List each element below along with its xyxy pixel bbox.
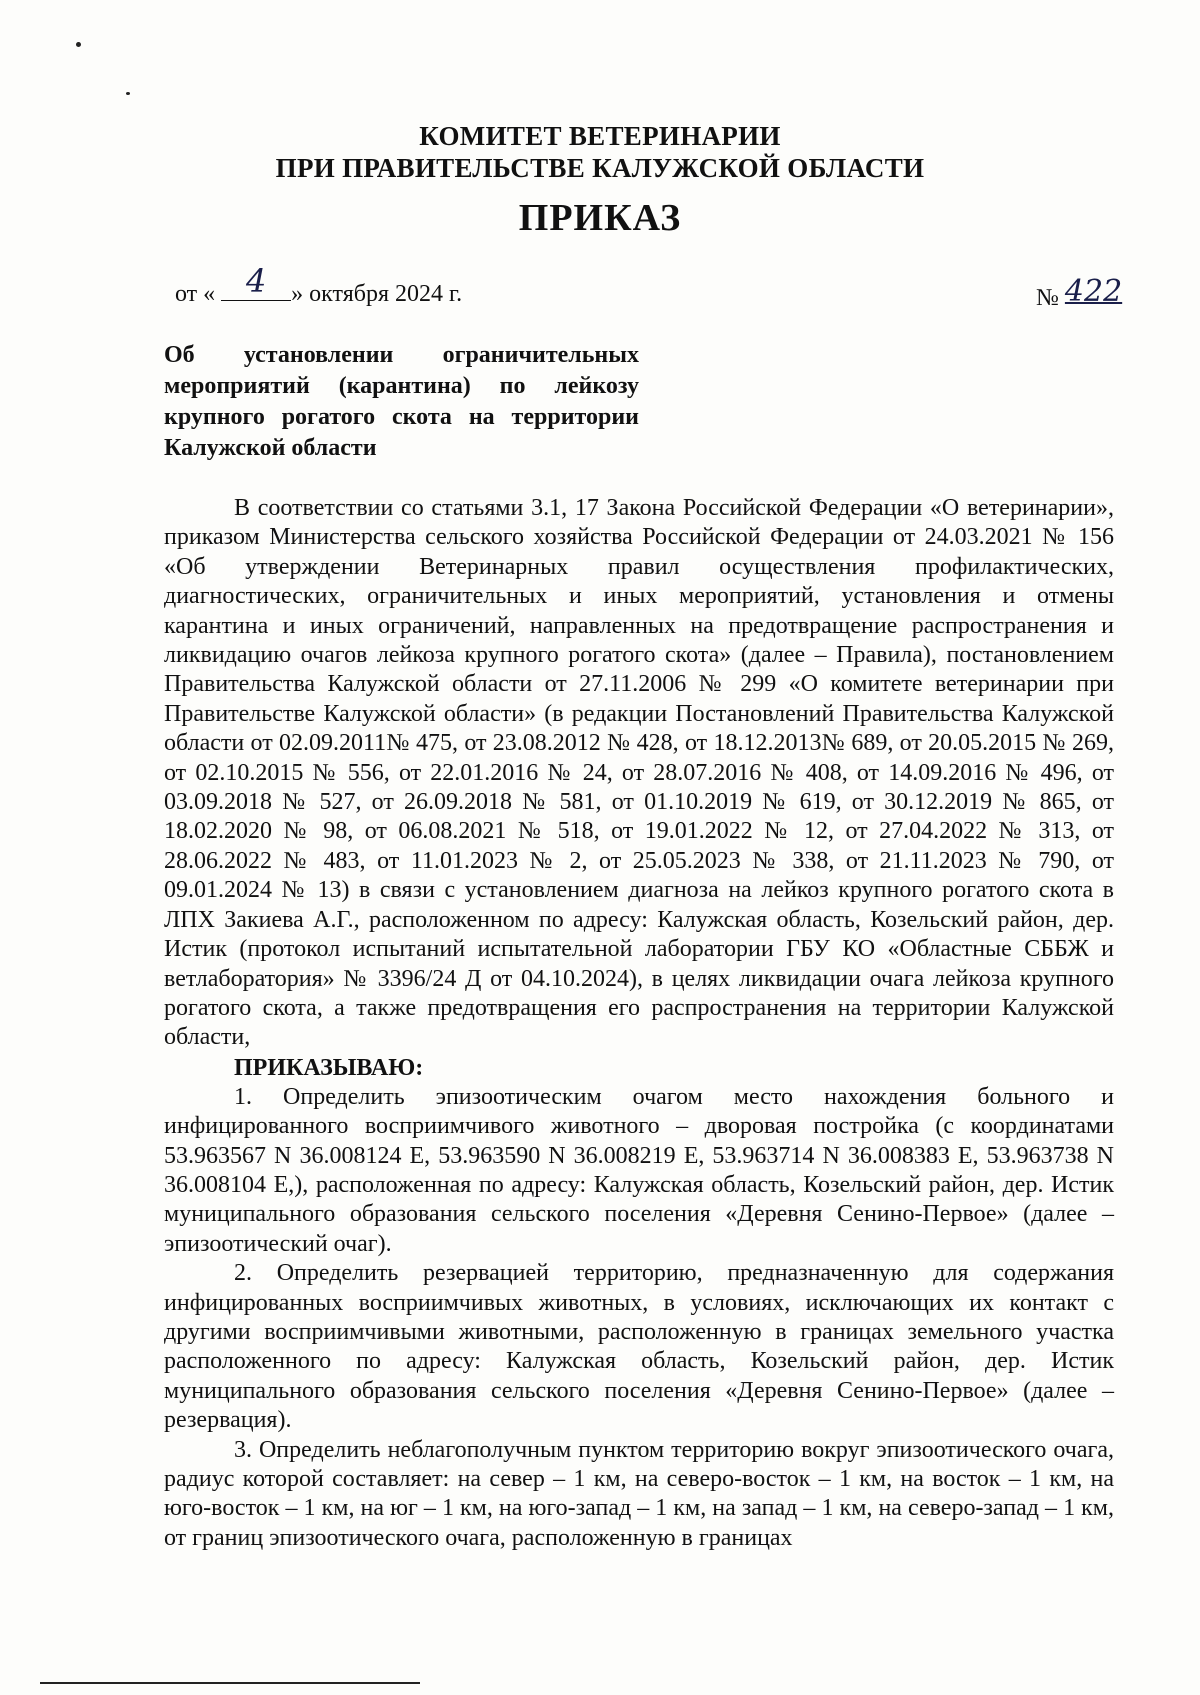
order-subject: [164, 340, 639, 464]
scan-speck: [76, 42, 81, 47]
subject-line: Калужской области: [164, 435, 377, 461]
scan-speck: [126, 92, 130, 95]
date-suffix: » октября 2024 г.: [291, 281, 463, 307]
order-number: [1036, 274, 1123, 313]
date-prefix: от «: [175, 281, 216, 307]
subject-line: крупного рогатого скота на территории: [164, 404, 639, 430]
header-line-2: ПРИ ПРАВИТЕЛЬСТВЕ КАЛУЖСКОЙ ОБЛАСТИ: [275, 153, 925, 183]
scan-edge-line: [40, 1682, 420, 1684]
date-day: 4: [245, 262, 267, 300]
preamble-paragraph: В соответствии со статьями 3.1, 17 Закона Российской Федерации «О ветеринарии», приказом Министерства сельского хозяйства Российской Федерации от 24.03.2021 № 156 «Об утверждении Ветеринарных правил осуществления профилактических, диагностических, ограничительных и иных мероприятий, установления и отмены карантина и иных ограничений, направленных на предотвращение распространения и ликвидацию очагов лейкоза крупного рогатого скота» (далее – Правила), постановлением Правительства Калужской области от 27.11.2006 № 299 «О комитете ветеринарии при Правительстве Калужской области» (в редакции Постановлений Правительства Калужской области от 02.09.2011№ 475, от 23.08.2012 № 428, от 18.12.2013№ 689, от 20.05.2015 № 269, от 02.10.2015 № 556, от 22.01.2016 № 24, от 28.07.2016 № 408, от 14.09.2016 № 496, от 03.09.2018 № 527, от 26.09.2018 № 581, от 01.10.2019 № 619, от 30.12.2019 № 865, от 18.02.2020 № 98, от 06.08.2021 № 518, от 19.01.2022 № 12, от 27.04.2022 № 313, от 28.06.2022 № 483, от 11.01.2023 № 2, от 25.05.2023 № 338, от 21.11.2023 № 790, от 09.01.2024 № 13) в связи с установлением диагноза на лейкоз крупного рогатого скота в ЛПХ Закиева А.Г., расположенном по адресу: Калужская область, Козельский район, дер. Истик (протокол испытаний испытательной лаборатории ГБУ КО «Областные СББЖ и ветлаборатория» № 3396/24 Д от 04.10.2024), в целях ликвидации очага лейкоза крупного рогатого скота, а также предотвращения его распространения на территории Калужской области,: [164, 495, 1114, 1051]
header-line-1: КОМИТЕТ ВЕТЕРИНАРИИ: [419, 121, 781, 151]
subject-line: Об установлении ограничительных: [164, 342, 639, 368]
order-item-3: 3. Определить неблагополучным пунктом территорию вокруг эпизоотического очага, радиус которой составляет: на север – 1 км, на северо-восток – 1 км, на восток – 1 км, на юго-восток – 1 км, на юг – 1 км, на юго-запад – 1 км, на запад – 1 км, на северо-запад – 1 км, от границ эпизоотического очага, расположенную в границах: [164, 1436, 1114, 1551]
number-prefix: №: [1036, 285, 1059, 311]
order-item-2: 2. Определить резервацией территорию, предназначенную для содержания инфицированных восприимчивых животных, в условиях, исключающих их контакт с другими восприимчивыми животными, расположенную в границах земельного участка расположенного по адресу: Калужская область, Козельский район, дер. Истик муниципального образования сельского поселения «Деревня Сенино-Первое» (далее – резервация).: [164, 1260, 1114, 1434]
number-value: 422: [1064, 274, 1123, 309]
order-title: ПРИКАЗ: [518, 197, 682, 239]
order-word: ПРИКАЗЫВАЮ:: [234, 1054, 424, 1081]
order-body: [164, 494, 1114, 1553]
date-day-field: [221, 262, 291, 301]
order-item-1: 1. Определить эпизоотическим очагом место нахождения больного и инфицированного восприимчивого животного – дворовая постройка (с координатами 53.963567 N 36.008124 E, 53.963590 N 36.008219 E, 53.963714 N 36.008383 E, 53.963738 N 36.008104 E,), расположенная по адресу: Калужская область, Козельский район, дер. Истик муниципального образования сельского поселения «Деревня Сенино-Первое» (далее – эпизоотический очаг).: [164, 1083, 1114, 1257]
subject-line: мероприятий (карантина) по лейкозу: [164, 373, 639, 399]
order-date: [175, 262, 463, 308]
